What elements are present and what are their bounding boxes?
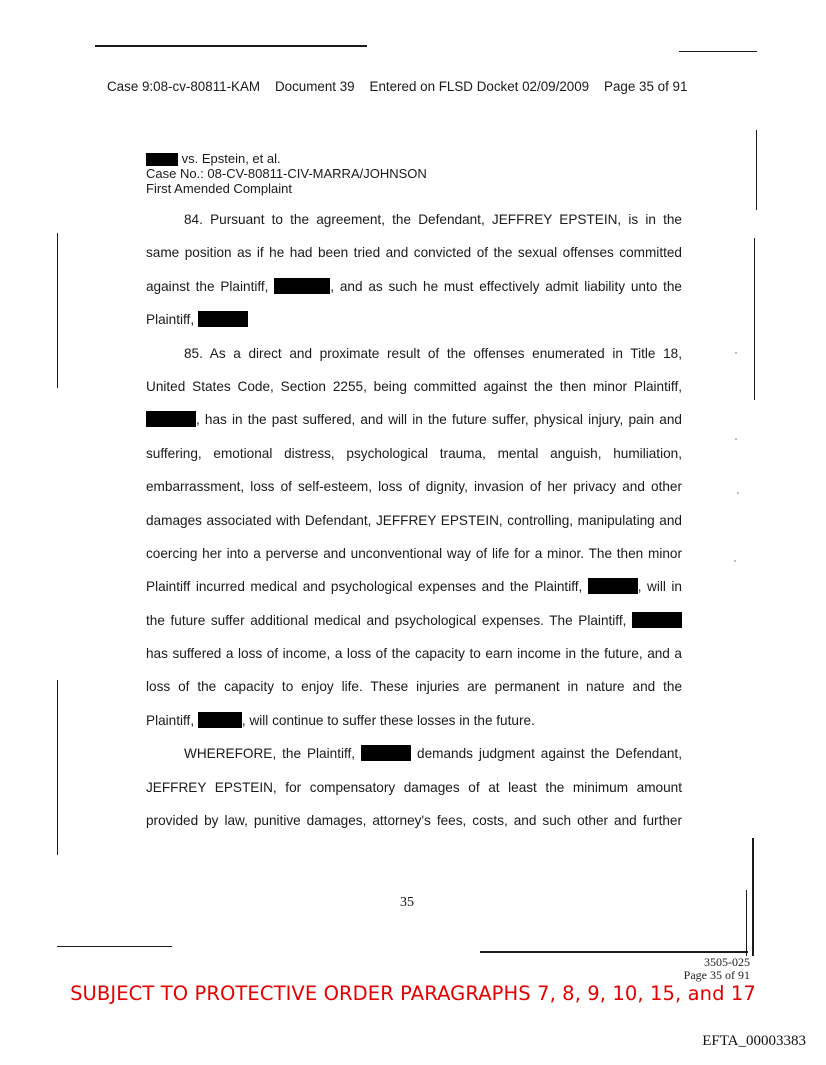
right-bracket-vertical [752, 838, 754, 956]
paragraph-84-line: same position as if he had been tried and convicted of the sexual offenses committed [146, 245, 682, 261]
paragraph-85-line: damages associated with Defendant, JEFFREY EPSTEIN, controlling, manipulating and [146, 512, 682, 528]
redaction-box [632, 612, 682, 628]
header-page: Page 35 of 91 [604, 79, 688, 94]
paragraph-85-line: coercing her into a perverse and unconventional way of life for a minor. The then minor [146, 545, 682, 561]
right-margin-line-top [756, 130, 757, 210]
paragraph-85-line: 85. As a direct and proximate result of the offenses enumerated in Title 18, [184, 345, 682, 361]
redaction-box [146, 411, 196, 427]
paragraph-85-line: United States Code, Section 2255, being committed against the then minor Plaintiff, [146, 378, 682, 394]
bottom-left-rule [57, 946, 172, 947]
case-caption [146, 151, 427, 196]
scan-speck [734, 560, 736, 562]
paragraph-85-line: Plaintiff incurred medical and psychological expenses and the Plaintiff, , will in [146, 579, 682, 595]
wherefore-line: JEFFREY EPSTEIN, for compensatory damages of at least the minimum amount [146, 779, 682, 795]
paragraph-84-line: 84. Pursuant to the agreement, the Defendant, JEFFREY EPSTEIN, is in the [184, 212, 682, 227]
paragraph-85-line: suffering, emotional distress, psychological trauma, mental anguish, humiliation, [146, 445, 682, 461]
paragraph-84-line: Plaintiff, [146, 303, 682, 336]
scan-speck [735, 352, 737, 354]
redaction-box [274, 278, 330, 294]
paragraph-84-line: against the Plaintiff, , and as such he must effectively admit liability unto the [146, 278, 682, 294]
bates-stamp-code: 3505-025 [704, 955, 750, 969]
paragraph-85-line: loss of the capacity to enjoy life. These injuries are permanent in nature and the [146, 679, 682, 695]
docket-header [107, 79, 727, 94]
redaction-box [588, 578, 638, 594]
scan-speck [737, 492, 739, 494]
wherefore-line: WHEREFORE, the Plaintiff, demands judgment against the Defendant, [184, 746, 682, 762]
case-number: Case 9:08-cv-80811-KAM [107, 79, 261, 94]
top-right-rule [679, 51, 757, 52]
redaction-box [361, 745, 411, 761]
caption-line-title: First Amended Complaint [146, 181, 292, 196]
paragraph-85-line: has suffered a loss of income, a loss of the capacity to earn income in the future, and a [146, 646, 682, 662]
left-margin-line [57, 233, 58, 388]
scan-speck [735, 438, 737, 440]
right-margin-line-mid [754, 238, 755, 400]
efta-identifier: EFTA_00003383 [702, 1033, 806, 1049]
protective-order-banner: SUBJECT TO PROTECTIVE ORDER PARAGRAPHS 7, 8, 9, 10, 15, and 17 [70, 982, 756, 1005]
top-left-rule [95, 45, 367, 47]
caption-line-case-no: Case No.: 08-CV-80811-CIV-MARRA/JOHNSON [146, 166, 427, 181]
bates-stamp-page: Page 35 of 91 [683, 968, 750, 982]
redaction-box [198, 311, 248, 327]
bottom-right-rule [480, 951, 748, 953]
left-margin-line-lower [57, 680, 58, 855]
redaction-box [198, 712, 242, 728]
paragraph-85-line: Plaintiff, , will continue to suffer these losses in the future. [146, 712, 535, 728]
docket-entry: Entered on FLSD Docket 02/09/2009 [369, 79, 590, 94]
paragraph-85-line: , has in the past suffered, and will in the future suffer, physical injury, pain and [146, 403, 682, 436]
caption-line-parties: vs. Epstein, et al. [146, 151, 427, 166]
paragraph-85-line: embarrassment, loss of self-esteem, loss of dignity, invasion of her privacy and other [146, 479, 682, 495]
document-number: Document 39 [274, 79, 355, 94]
page-number: 35 [400, 895, 414, 910]
paragraph-85-line: the future suffer additional medical and psychological expenses. The Plaintiff, [146, 604, 682, 637]
complaint-body [146, 203, 682, 837]
wherefore-line: provided by law, punitive damages, attorney's fees, costs, and such other and further [146, 813, 682, 829]
redaction-box [146, 153, 178, 166]
right-bracket-vertical-inner [746, 890, 747, 956]
